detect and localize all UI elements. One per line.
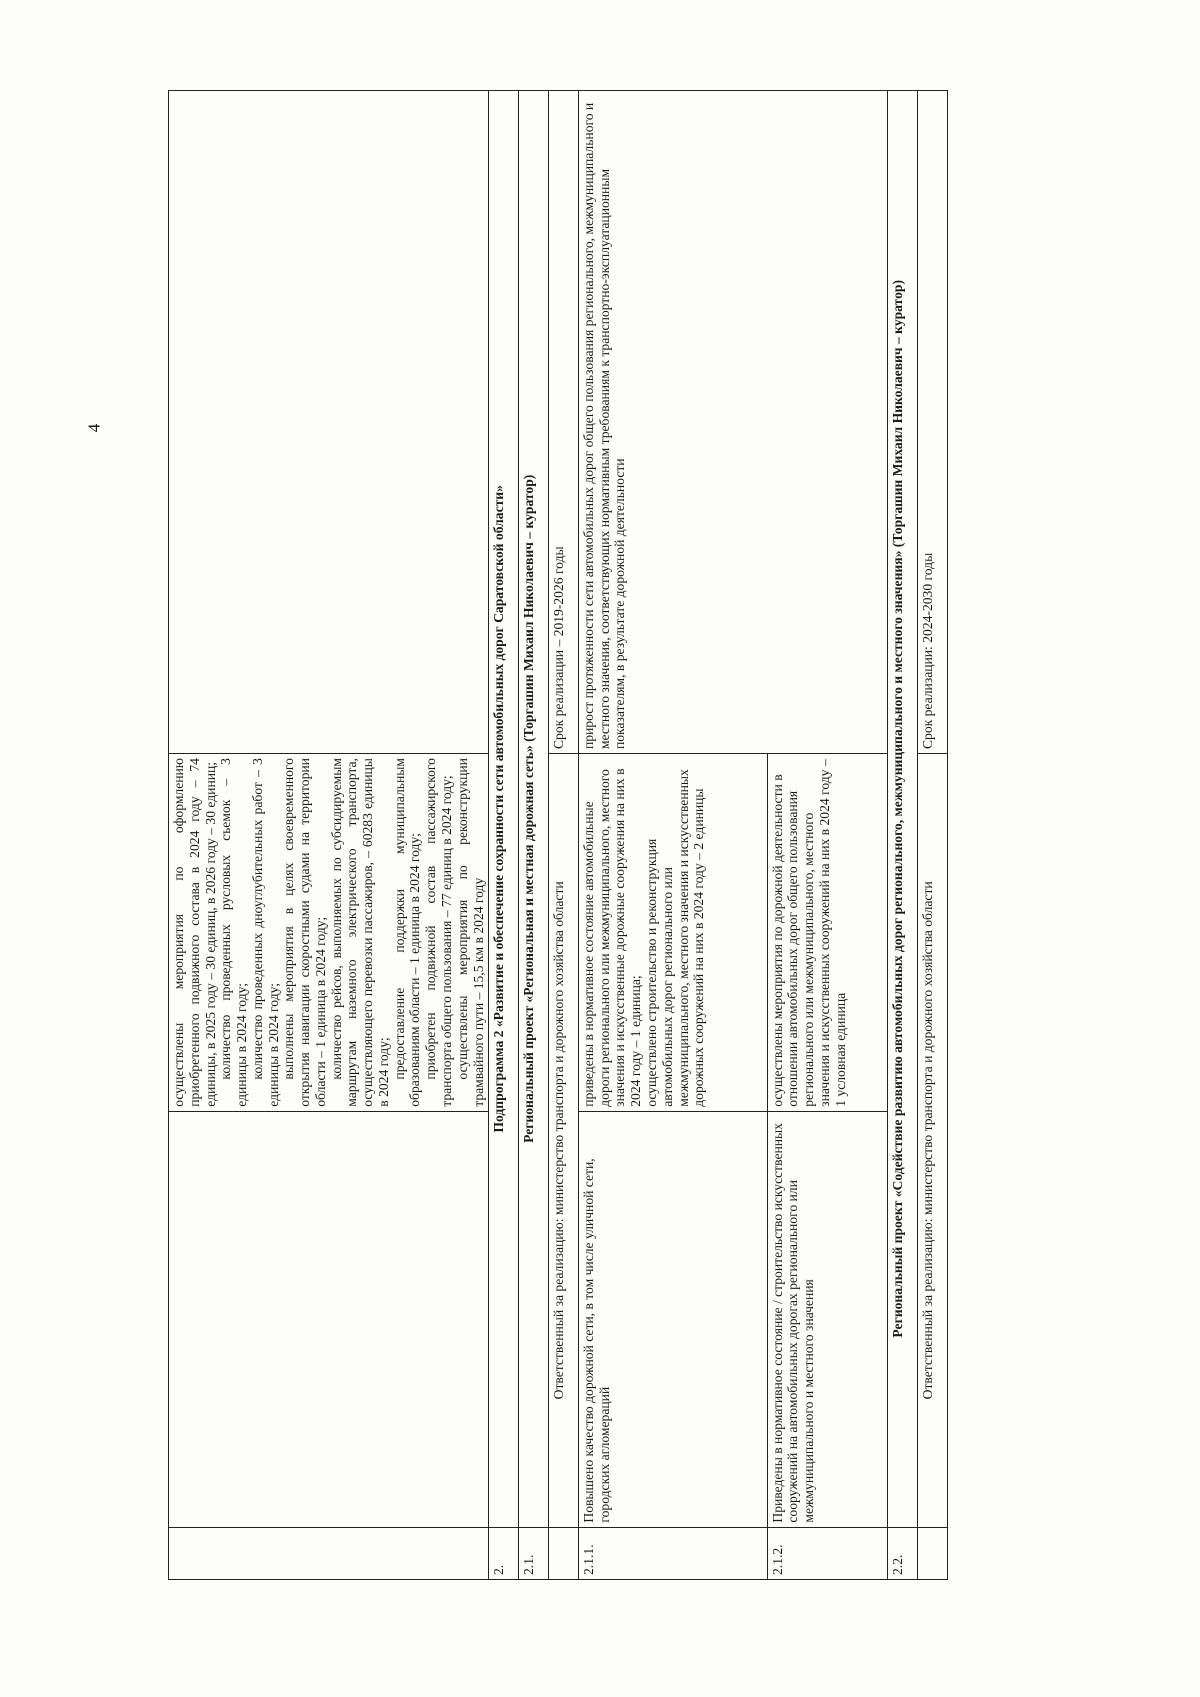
- project-title: Региональный проект «Региональная и местная дорожная сеть» (Торгашин Михаил Николаевич – куратор): [519, 91, 549, 1528]
- row-number: 2.1.2.: [767, 1527, 888, 1579]
- result-line: приобретен подвижной состав пассажирского транспорта общего пользования – 77 единиц в 2024 году;: [423, 758, 455, 1107]
- result-line: предоставление поддержки муниципальным образованиям области – 1 единица в 2024 году;: [391, 758, 423, 1107]
- result-line: количество рейсов, выполняемых по субсидируемым маршрутам наземного электрического транспорта, осуществляющего перевозки пассажиров, – 60283 единицы в 2024 году;: [328, 758, 391, 1107]
- task-cell: Приведены в нормативное состояние / строительство искусственных сооружений на автомобильных дорогах регионального или межмуниципального и местного значения: [767, 1111, 888, 1527]
- results-cell: [169, 754, 489, 1112]
- table-row: [169, 91, 489, 1580]
- row-number: 2.2.: [888, 1527, 918, 1579]
- program-table: [168, 90, 948, 1580]
- indicator-cell: прирост протяженности сети автомобильных дорог общего пользования регионального, межмуниципального и местного значения, соответствующих нормативным требованиям к транспортно-эксплуатационным показателям, в результате дорожной деятельности: [578, 91, 887, 754]
- row-number: 2.1.: [519, 1527, 549, 1579]
- table-row: [578, 91, 767, 1580]
- task-cell: Повышено качество дорожной сети, в том числе уличной сети, городских агломераций: [578, 1111, 767, 1527]
- subprogram-title: Подпрограмма 2 «Развитие и обеспечение сохранности сети автомобильных дорог Саратовской области»: [489, 91, 519, 1528]
- result-cell: осуществлены мероприятия по дорожной деятельности в отношении автомобильных дорог общего пользования регионального или межмуниципального, местного значения и искусственных сооружений на них в 2024 году – 1 условная единица: [767, 754, 888, 1112]
- table-row: [549, 91, 579, 1580]
- result-cell: приведены в нормативное состояние автомобильные дороги регионального или межмуниципального, местного значения и искусственные дорожные сооружения на них в 2024 году – 1 единица; осуществлено строительство и реконструкция автомобильных дорог регионального или межмуниципального, местного значения и искусственных дорожных сооружений на них в 2024 году – 2 единицы: [578, 754, 767, 1112]
- table-row: [888, 91, 918, 1580]
- table-row: [918, 91, 948, 1580]
- result-line: количество проведенных русловых съемок – 3 единицы в 2024 году;: [218, 758, 250, 1107]
- term-cell: Срок реализации: 2024-2030 годы: [918, 91, 948, 754]
- result-line: осуществлены мероприятия по оформлению приобретенного подвижного состава в 2024 году – 74 единицы, в 2025 году – 30 единиц, в 2026 году – 30 единиц;: [171, 758, 218, 1107]
- table-row: [519, 91, 549, 1580]
- result-line: количество проведенных дноуглубительных работ – 3 единицы в 2024 году;: [249, 758, 281, 1107]
- table-row: [489, 91, 519, 1580]
- project-title: Региональный проект «Содействие развитию автомобильных дорог регионального, межмуниципального и местного значения» (Торгашин Михаил Николаевич – куратор): [888, 91, 918, 1528]
- row-number: 2.1.1.: [578, 1527, 767, 1579]
- rotated-table-page: [168, 90, 948, 1580]
- responsible-cell: Ответственный за реализацию: министерство транспорта и дорожного хозяйства области: [918, 754, 948, 1528]
- result-line: осуществлены мероприятия по реконструкции трамвайного пути – 15,5 км в 2024 году: [454, 758, 486, 1107]
- page-number: 4: [84, 423, 104, 433]
- result-line: выполнены мероприятия в целях своевременного открытия навигации скоростными судами на территории области – 1 единица в 2024 году;: [281, 758, 328, 1107]
- term-cell: Срок реализации – 2019-2026 годы: [549, 91, 579, 754]
- row-number: 2.: [489, 1527, 519, 1579]
- responsible-cell: Ответственный за реализацию: министерство транспорта и дорожного хозяйства области: [549, 754, 579, 1528]
